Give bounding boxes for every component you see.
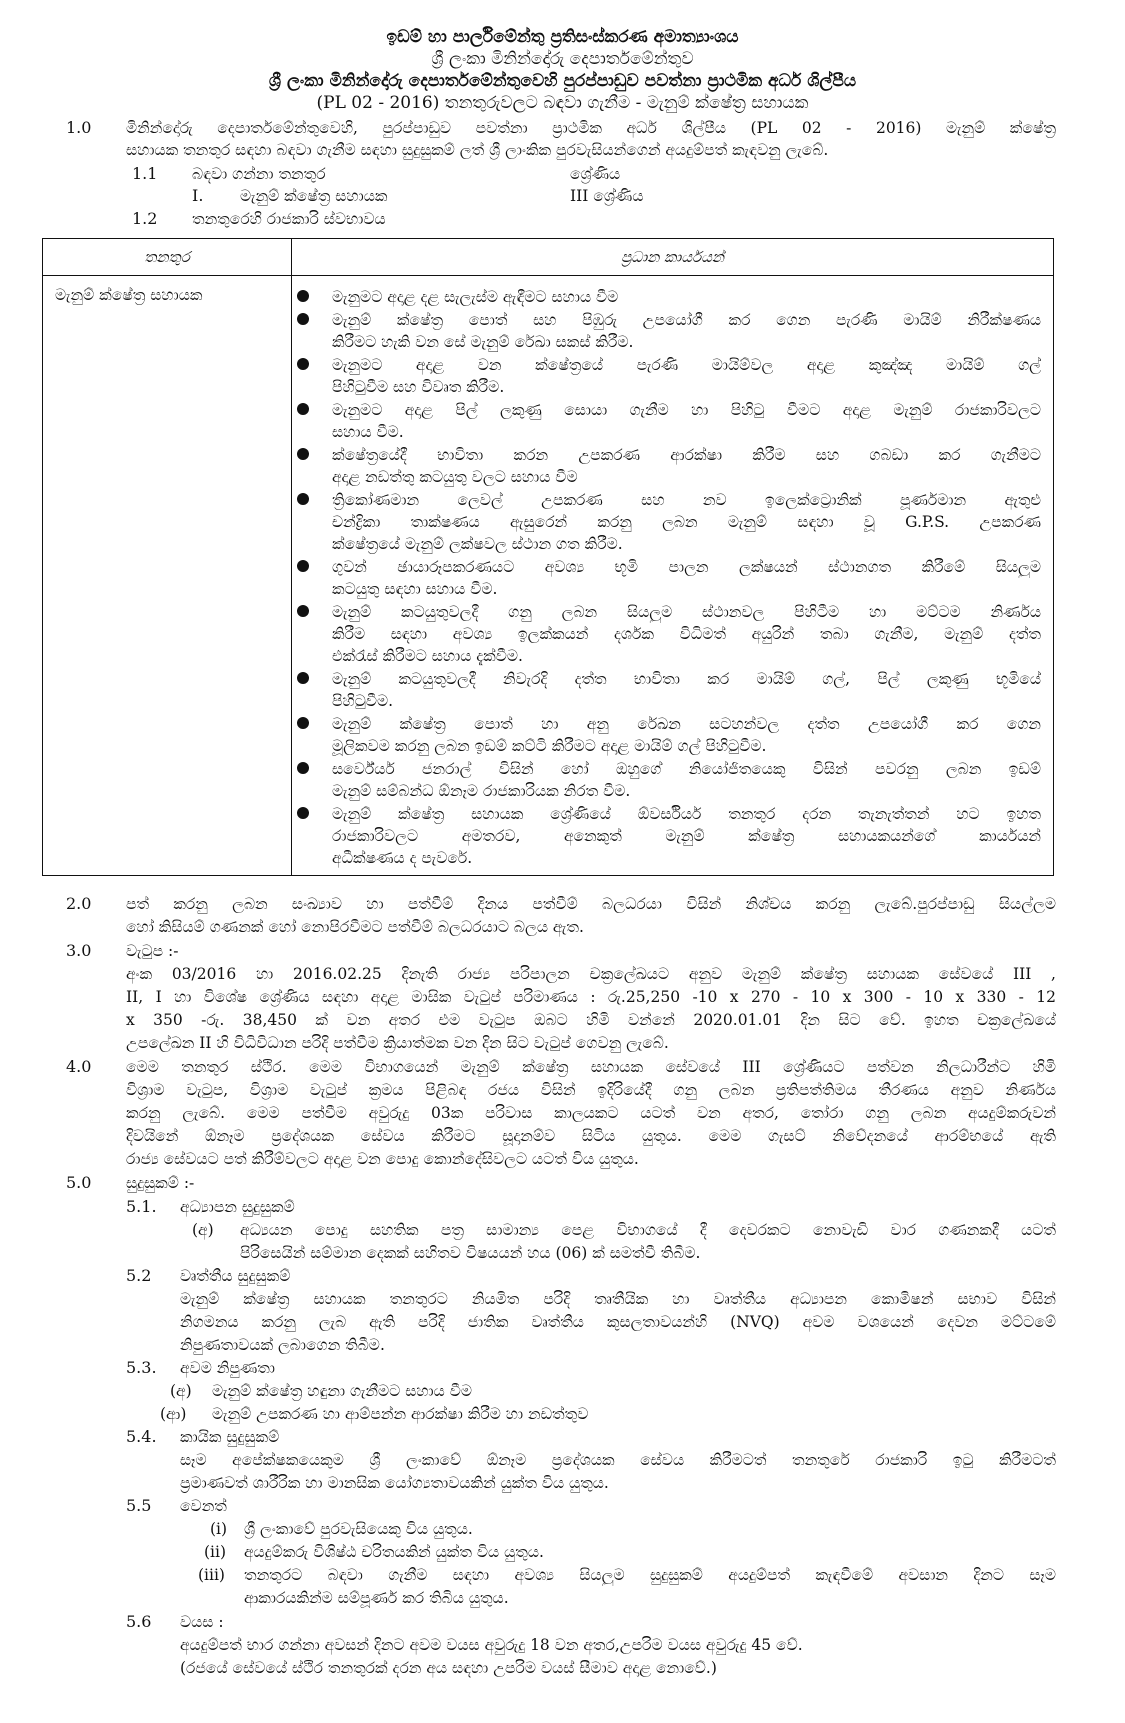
duty-line: මැනුමට අදාළ පිල් ලකුණු සොයා ගැනීම හා පිහිටු වීමට අදාළ මැනුම් රාජකාරිවලට (332, 401, 1041, 419)
duty-line: මැනුම් කටයුතුවලදී නිවැරදි දත්ත භාවිතා කර මායිම් ගල්, පිල් ලකුණු භූමියේ (332, 670, 1041, 688)
bullet-icon (297, 560, 309, 572)
section-1-line-1: මිනින්දෝරු දෙපාර්තමේන්තුවෙහි, පුරප්පාඩුව පවත්නා ප්‍රාථමික අර්ධ ශිල්පීය (PL 02 - 2016) මැනුම් ක්ෂේත්‍ර (126, 119, 1056, 137)
section-5-1-number: 5.1. (126, 1197, 157, 1216)
section-5-4-title: කායික සුදුසුකම් (180, 1428, 280, 1446)
section-1-2-number: 1.2 (132, 209, 158, 228)
section-5-5-iii-label: (iii) (198, 1566, 225, 1584)
duty-item (332, 489, 1041, 555)
section-5-4-line-1: සෑම අපේක්ෂකයෙකුම ශ්‍රී ලංකාවේ ඕනෑම ප්‍රදේශයක සේවය කිරීමටත් තනතුරේ රාජකාරි ඉටු කිරීමටත් (180, 1451, 1056, 1469)
section-4-number: 4.0 (66, 1057, 92, 1076)
section-5-2-line-3: නිපුණතාවයක් ලබාගෙන තිබීම. (180, 1336, 385, 1354)
duty-line: කිරීම සඳහා අවශ්‍ය ඉලක්කයන් දර්ශක විධිමත් අයුරින් තබා ගැනීම, මැනුම් දත්ත (332, 625, 1041, 643)
section-5-1-line-2: පිරිසෙයින් සම්මාන දෙකක් සහිතව විෂයයන් හය (06) ක් සමත්වී තිබීම. (240, 1244, 701, 1262)
table-cell-post (43, 276, 292, 876)
section-1-1-label: බඳවා ගන්නා තනතුර (192, 165, 326, 183)
section-4-line-5: රාජ්‍ය සේවයට පත් කිරීම්වලට අදාළ වන පොදු කොන්දේසිවලට යටත් විය යුතුය. (126, 1150, 639, 1168)
grade-label: ශ්‍රේණිය (570, 165, 621, 183)
duty-line: පිහිටුවීම සහ විවෘත කිරීම. (332, 378, 505, 396)
duty-line: අධීක්ෂණය ද පැවරේ. (332, 849, 473, 867)
section-5-3-a-text: මැනුම් ක්ෂේත්‍ර හඳුනා ගැනීමට සහාය වීම (212, 1382, 473, 1400)
duty-line: ක්ෂේත්‍රයේ මැනුම් ලක්ෂවල ස්ථාන ගත කිරීම. (332, 535, 623, 553)
section-5-5-ii-text: අයදුම්කරු විශිෂ්ඨ චරිතයකින් යුක්ත විය යුතුය. (244, 1543, 544, 1561)
duty-line: එක්රැස් කිරීමට සහාය දැක්වීම. (332, 647, 523, 665)
section-5-1-line-1: අධ්‍යයන පොදු සහතික පත්‍ර සාමාන්‍ය පෙළ විභාගයේ දී දෙවරකට නොවැඩි වාර ගණනකදී යටත් (240, 1221, 1056, 1239)
bullet-icon (297, 403, 309, 415)
bullet-icon (297, 717, 309, 729)
duty-item (332, 399, 1041, 443)
department-title: ශ්‍රී ලංකා මිනින්දෝරු දෙපාර්තමේන්තුව (431, 49, 694, 69)
section-5-4-line-2: ප්‍රමාණවත් ශාරීරික හා මානසික යෝග්‍යතාවයකින් යුක්ත විය යුතුය. (180, 1474, 609, 1492)
section-5-6-title: වයස : (180, 1613, 224, 1631)
section-5-5-iii-line-1: තනතුරට බඳවා ගැනීම සඳහා අවශ්‍ය සියලුම සුදුසුකම් අයදුම්පත් කැඳවීමේ අවසාන දිනට සෑම (244, 1566, 1056, 1584)
section-1-number: 1.0 (66, 118, 92, 137)
notice-subtitle: (PL 02 - 2016) තනතුරුවලට බඳවා ගැනීම - මැනුම් ක්ෂේත්‍ර සහායක (316, 93, 809, 113)
duty-item (332, 803, 1041, 869)
duty-line: මැනුම් සම්බන්ධ ඕනෑම රාජකාරියක නිරත වීම. (332, 782, 631, 800)
section-5-5-iii-line-2: ආකාරයකින්ම සම්පූර්ණ කර තිබිය යුතුය. (244, 1589, 509, 1607)
post-name: මැනුම් ක්ෂේත්‍ර සහායක (55, 286, 203, 304)
duty-line: කිරීමට හැකි වන සේ මැනුම් රේඛා සකස් කිරීම. (332, 333, 634, 351)
bullet-icon (297, 807, 309, 819)
duty-line: මැනුම් කටයුතුවලදී ගනු ලබන සියලුම ස්ථානවල පිහිටීම හා මට්ටම නිර්ණය (332, 603, 1041, 621)
section-3-title: වැටුප :- (126, 942, 179, 960)
section-5-6-number: 5.6 (126, 1612, 152, 1631)
duty-item (332, 354, 1041, 398)
duty-line: මැනුම් ක්ෂේත්‍ර පොත් හා අනු රේඛන සටහන්වල දත්ත උපයෝගී කර ගෙන (332, 715, 1041, 733)
table-header-post: තනතුර (43, 239, 292, 276)
duty-item (332, 556, 1041, 600)
section-5-5-title: වෙනත් (180, 1497, 227, 1515)
bullet-icon (297, 358, 309, 370)
duty-item (332, 713, 1041, 757)
duty-line: මූලිකවම කරනු ලබන ඉඩම් කට්ටි කිරීමට අදාළ මායිම් ගල් පිහිටුවීම. (332, 737, 767, 755)
section-4-line-3: කරනු ලැබේ. මෙම පත්වීම අවුරුදු 03ක පරිවාස කාලයකට යටත් වන අතර, තෝරා ගනු ලබන අයදුම්කරුවන් (126, 1104, 1056, 1122)
section-5-5-i-label: (i) (210, 1520, 228, 1538)
duty-line: ක්ෂේත්‍රයේදී භාවිතා කරන උපකරණ ආරක්ෂා කිරීම සහ ගබඩා කර ගැනීමට (332, 446, 1041, 464)
duty-line: ගුවන් ඡායාරූපකරණයට අවශ්‍ය භූමි පාලන ලක්ෂයන් ස්ථානගත කිරීමේ සියලුම (332, 558, 1041, 576)
section-5-1-title: අධ්‍යාපන සුදුසුකම් (180, 1198, 295, 1216)
duty-line: මැනුම් ක්ෂේත්‍ර පොත් සහ පිඹුරු උපයෝගී කර ගෙන පැරණි මායිම් නිරීක්ෂණය (332, 311, 1041, 329)
duty-item (332, 668, 1041, 712)
section-5-3-b-text: මැනුම් උපකරණ හා ආම්පන්න ආරක්ෂා කිරීම හා නඩත්තුව (212, 1405, 589, 1423)
section-4-line-1: මෙම තනතුර ස්ථිර. මෙම විභාගයෙන් මැනුම් ක්ෂේත්‍ර සහායක සේවයේ III ශ්‍රේණියට පත්වන නිලධාරීන්ට හිමි (126, 1058, 1056, 1076)
bullet-icon (297, 448, 309, 460)
section-5-3-b-label: (ආ) (160, 1405, 187, 1423)
ministry-title: ඉඩම් හා පාර්ලිමේන්තු ප්‍රතිසංස්කරණ අමාත්‍යාංශය (386, 27, 739, 47)
section-5-6-line-1: අයදුම්පත් භාර ගන්නා අවසන් දිනට අවම වයස අවුරුදු 18 වන අතර,උපරිම වයස අවුරුදු 45 වේ. (180, 1636, 803, 1654)
duty-item (332, 309, 1041, 353)
section-5-3-a-label: (අ) (170, 1382, 192, 1400)
section-1-2-label: තනතුරෙහි රාජකාරි ස්වභාවය (192, 210, 386, 228)
duty-line: මැනුමට අදාළ දළ සැලැස්ම ඇඳීමට සහාය වීම (332, 288, 619, 306)
section-5-title: සුදුසුකම් :- (126, 1174, 195, 1192)
section-5-1-a-label: (අ) (192, 1221, 214, 1239)
bullet-icon (297, 672, 309, 684)
section-5-number: 5.0 (66, 1173, 92, 1192)
section-2-line-1: පත් කරනු ලබන සංඛ්‍යාව හා පත්වීම් දිනය පත්වීම් බලධරයා විසින් නිශ්චය කරනු ලැබේ.පුරප්පාඩු සියල්ලම (126, 895, 1056, 913)
notice-title: ශ්‍රී ලංකා මිනින්දෝරු දෙපාර්තමේන්තුවෙහි පුරප්පාඩුව පවත්නා ප්‍රාථමික අර්ධ ශිල්පීය (268, 71, 857, 91)
duty-line: රාජකාරිවලට අමතරව, අනෙකුත් මැනුම් ක්ෂේත්‍ර සහායකයන්ගේ කාර්යයන් (332, 827, 1041, 845)
duty-line: මැනුම් ක්ෂේත්‍ර සහායක ශ්‍රේණියේ ඕවර්සියර් තනතුර දරන තැනැත්තන් හට ඉහත (332, 805, 1041, 823)
duty-item (332, 601, 1041, 667)
section-2-line-2: හෝ කිසියම් ගණනක් හෝ නොපිරවීමට පත්වීම් බලධරයාට බලය ඇත. (126, 918, 584, 936)
duty-line: පිහිටුවීම. (332, 692, 394, 710)
section-5-4-number: 5.4. (126, 1427, 157, 1446)
section-4-line-2: විශ්‍රාම වැටුප, විශ්‍රාම වැටුප් ක්‍රමය පිළිබඳ රජය විසින් ඉදිරියේදී ගනු ලබන ප්‍රතිපත්තිමය තීරණය අනුව නිර්ණය (126, 1081, 1056, 1099)
section-4-line-4: දිවයිනේ ඕනෑම ප්‍රදේශයක සේවය කිරීමට සූදානම්ව සිටිය යුතුය. මෙම ගැසට් නිවේදනයේ ආරම්භයේ ඇති (126, 1127, 1056, 1145)
duty-line: චන්ද්‍රිකා තාක්ෂණය ඇසුරෙන් කරනු ලබන මැනුම් සඳහා වූ G.P.S. උපකරණ (332, 513, 1041, 531)
section-5-5-ii-label: (ii) (204, 1543, 227, 1561)
section-5-2-line-2: නිගමනය කරනු ලැබ ඇති පරිදි ජාතික වෘත්තීය කුසලතාවයන්හි (NVQ) අවම වශයෙන් දෙවන මට්ටමේ (180, 1313, 1056, 1331)
duties-table (42, 238, 1054, 876)
section-2-number: 2.0 (66, 894, 92, 913)
table-header-duties: ප්‍රධාන කාර්යයන් (292, 239, 1054, 276)
section-1-line-2: සහායක තනතුර සඳහා බඳවා ගැනීම සඳහා සුදුසුකම් ලත් ශ්‍රී ලාංකික පුරවැසියන්ගෙන් අයදුම්පත් කැඳවනු ලැබේ. (126, 141, 829, 159)
section-5-5-i-text: ශ්‍රී ලංකාවේ පුරවැසියෙකු විය යුතුය. (244, 1520, 473, 1538)
section-3-line-1: අංක 03/2016 හා 2016.02.25 දිනැති රාජ්‍ය පරිපාලන චක්‍රලේඛයට අනුව මැනුම් ක්ෂේත්‍ර සහායක සේවයේ III , (126, 965, 1056, 983)
section-5-2-title: වෘත්තීය සුදුසුකම් (180, 1267, 291, 1285)
section-3-line-3: x 350 -රු. 38,450 ක් වන අතර එම වැටුප ඔබට හිමි වන්නේ 2020.01.01 දින සිට වේ. ඉහත චක්‍රලේඛයේ (126, 1011, 1056, 1029)
duty-line: සර්වේයර් ජනරාල් විසින් හෝ ඔහුගේ නියෝජිතයෙකු විසින් පවරනු ලබන ඉඩම් (332, 760, 1041, 778)
post-item-name: මැනුම් ක්ෂේත්‍ර සහායක (240, 187, 388, 205)
section-5-2-number: 5.2 (126, 1266, 152, 1285)
section-5-5-number: 5.5 (126, 1496, 152, 1515)
bullet-icon (297, 762, 309, 774)
bullet-icon (297, 493, 309, 505)
section-5-3-number: 5.3. (126, 1358, 157, 1377)
duty-line: මැනුමට අදාළ වන ක්ෂේත්‍රයේ පැරණි මායිම්වල අදාළ කුඤ්ඤ මායිම් ගල් (332, 356, 1041, 374)
duty-line: සහාය වීම. (332, 423, 404, 441)
duty-item (332, 444, 1041, 488)
section-3-number: 3.0 (66, 941, 92, 960)
duty-line: ත්‍රිකෝණමාන ලෙවල් උපකරණ සහ නව ඉලෙක්ට්‍රොනික් පූර්ණමාන ඇතුළු (332, 491, 1041, 509)
section-1-1-number: 1.1 (132, 164, 158, 183)
section-3-line-4: උපලේඛන II හි විධිවිධාන පරිදි පත්වීම ක්‍රියාත්මක වන දින සිට වැටුප් ගෙවනු ලැබේ. (126, 1034, 669, 1052)
duty-item (332, 286, 1041, 308)
duty-list (292, 276, 1053, 869)
post-item-grade: III ශ්‍රේණිය (570, 187, 644, 205)
post-item-number: I. (192, 186, 204, 205)
duty-line: අදාළ නඩත්තු කටයුතු වලට සහාය වීම (332, 468, 578, 486)
table-cell-duties (292, 276, 1054, 876)
duty-item (332, 758, 1041, 802)
bullet-icon (297, 290, 309, 302)
section-5-3-title: අවම නිපුණතා (180, 1359, 275, 1377)
duty-line: කටයුතු සඳහා සහාය වීම. (332, 580, 498, 598)
section-5-6-line-2: (රජයේ සේවයේ ස්ථිර තනතුරක් දරන අය සඳහා උපරිම වයස් සීමාව අදාළ නොවේ.) (180, 1659, 717, 1677)
bullet-icon (297, 605, 309, 617)
section-3-line-2: II, I හා විශේෂ ශ්‍රේණිය සඳහා අදාළ මාසික වැටුප් පරිමාණය : රු.25,250 -10 x 270 - 10 x 300 - 10 x 330 - 12 (126, 988, 1056, 1006)
bullet-icon (297, 313, 309, 325)
section-5-2-line-1: මැනුම් ක්ෂේත්‍ර සහායක තනතුරට නියමිත පරිදි තෘතීයික හා වෘත්තීය අධ්‍යාපන කොමිෂන් සභාව විසින් (180, 1290, 1056, 1308)
